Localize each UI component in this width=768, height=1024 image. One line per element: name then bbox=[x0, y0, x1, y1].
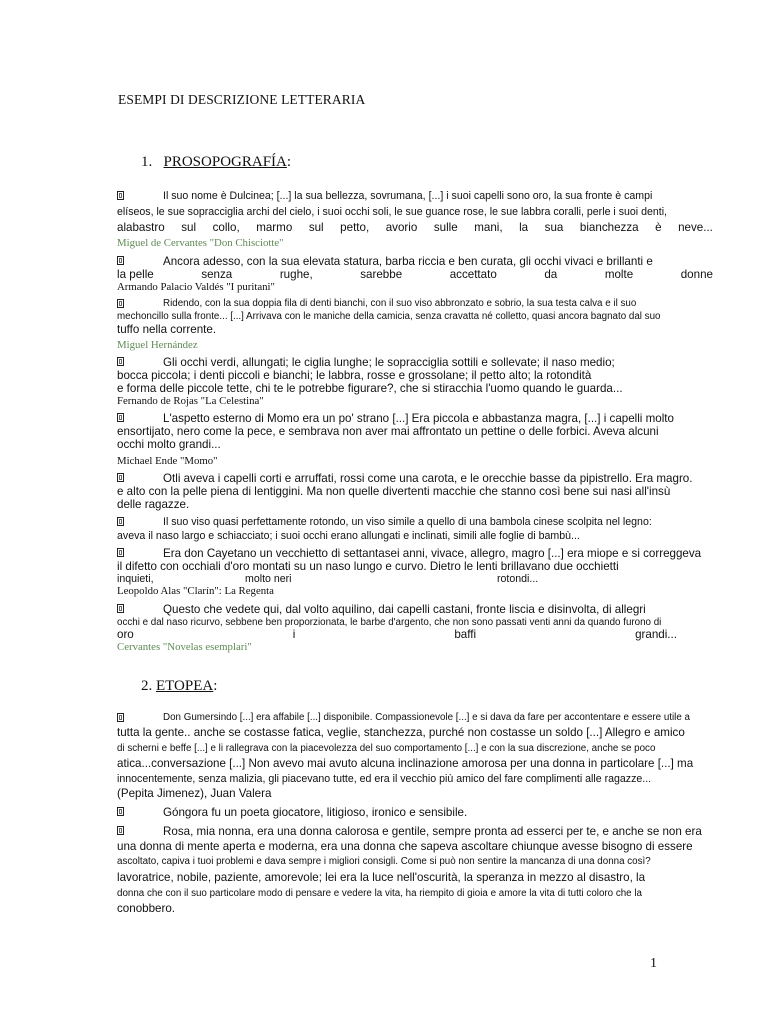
word: accettato bbox=[449, 268, 497, 281]
paragraph-line bbox=[117, 603, 713, 616]
citation: (Pepita Jimenez), Juan Valera bbox=[117, 787, 272, 800]
paragraph-line: atica...conversazione [...] Non avevo mai avuto alcuna inclinazione amorosa per una donna in particolare [...] ma bbox=[117, 757, 694, 770]
paragraph-line-justified bbox=[117, 268, 713, 281]
paragraph-line: tuffo nella corrente. bbox=[117, 323, 217, 336]
text: Góngora fu un poeta giocatore, litigioso, ironico e sensibile. bbox=[163, 806, 468, 819]
paragraph-line: donna che con il suo particolare modo di pensare e vedere la vita, ha riempito di gioia e amore la vita di tutti coloro che la bbox=[117, 888, 642, 899]
citation: Miguel Hernández bbox=[117, 339, 198, 351]
paragraph-line: innocentemente, senza malizia, gli piacevano tutte, ed era il vecchio più amico del fare complimenti alle ragazze... bbox=[117, 773, 652, 785]
square-bullet-icon bbox=[117, 299, 124, 308]
paragraph-line bbox=[117, 825, 713, 838]
paragraph-line bbox=[117, 190, 713, 202]
section-heading-prosopografia bbox=[141, 154, 291, 171]
paragraph-line bbox=[117, 806, 713, 819]
word: sulle bbox=[433, 221, 458, 234]
section-colon: : bbox=[286, 154, 292, 170]
text: Questo che vedete qui, dal volto aquilino, dai capelli castani, fronte liscia e disinvolta, di allegri bbox=[163, 603, 646, 616]
paragraph-line: bocca piccola; i denti piccoli e bianchi; le labbra, rosse e grossolane; il petto alto; la rotondità bbox=[117, 369, 592, 382]
citation: Armando Palacio Valdés "I puritani" bbox=[117, 281, 275, 293]
word: grandi... bbox=[635, 628, 677, 641]
text: Il suo viso quasi perfettamente rotondo, un viso simile a quello di una bambola cinese scolpita nel legno: bbox=[163, 516, 652, 528]
word: collo, bbox=[212, 221, 240, 234]
paragraph-line: mechoncillo sulla fronte... [...] Arrivava con le maniche della camicia, senza cravatta né colletto, quasi ancora bagnato dal suo bbox=[117, 311, 661, 322]
word: bianchezza bbox=[579, 221, 639, 234]
word: mani, bbox=[474, 221, 503, 234]
word: i bbox=[292, 628, 296, 641]
word: petto, bbox=[340, 221, 370, 234]
paragraph-line-spaced bbox=[117, 573, 713, 585]
paragraph-line: ascoltato, capiva i tuoi problemi e dava sempre i migliori consigli. Come si può non sentire la mancanza di una donna così? bbox=[117, 856, 651, 867]
text: Il suo nome è Dulcinea; [...] la sua bellezza, sovrumana, [...] i suoi capelli sono oro, la sua fronte è campi bbox=[163, 190, 653, 202]
word: da bbox=[544, 268, 558, 281]
paragraph-line: lavoratrice, nobile, paziente, amorevole; lei era la luce nell'oscurità, la speranza in mezzo al disastro, la bbox=[117, 871, 646, 884]
word: neve... bbox=[678, 221, 713, 234]
square-bullet-icon bbox=[117, 713, 124, 722]
square-bullet-icon bbox=[117, 807, 124, 816]
paragraph-line: occhi molto grandi... bbox=[117, 438, 221, 451]
paragraph-line-justified bbox=[117, 628, 677, 641]
paragraph-line: tutta la gente.. anche se costasse fatica, veglie, stanchezza, purché non costasse un soldo [...] Allegro e amico bbox=[117, 726, 685, 739]
text: Rosa, mia nonna, era una donna calorosa e gentile, sempre pronta ad esserci per te, e anche se non era bbox=[163, 825, 702, 838]
paragraph-line: il difetto con occhiali d'oro montati su un naso lungo e curvo. Dietro le lenti brillavano due occhietti bbox=[117, 560, 619, 573]
word: baffi bbox=[454, 628, 477, 641]
word: avorio bbox=[385, 221, 418, 234]
word: alabastro bbox=[117, 221, 165, 234]
text: Ancora adesso, con la sua elevata statura, barba riccia e ben curata, gli occhi vivaci e brillanti e bbox=[163, 255, 653, 268]
section-number: 1. bbox=[141, 154, 153, 170]
paragraph-line: di scherni e beffe [...] e li rallegrava con la piacevolezza del suo comportamento [...] e con la sua discrezione, anche se poco bbox=[117, 743, 656, 754]
word: sul bbox=[308, 221, 324, 234]
text: Era don Cayetano un vecchietto di settantasei anni, vivace, allegro, magro [...] era miope e si correggeva bbox=[163, 547, 702, 560]
paragraph-line bbox=[117, 298, 713, 309]
word: molte bbox=[604, 268, 634, 281]
word: la bbox=[519, 221, 529, 234]
section-number: 2. bbox=[141, 678, 153, 694]
citation: Michael Ende "Momo" bbox=[117, 455, 218, 467]
text: L'aspetto esterno di Momo era un po' strano [...] Era piccola e abbastanza magra, [...] i capelli molto bbox=[163, 412, 674, 425]
text: Gli occhi verdi, allungati; le ciglia lunghe; le sopracciglia sottili e sollevate; il naso medio; bbox=[163, 356, 615, 369]
document-title: ESEMPI DI DESCRIZIONE LETTERARIA bbox=[118, 92, 366, 107]
paragraph-line bbox=[117, 712, 713, 723]
square-bullet-icon bbox=[117, 413, 124, 422]
text: Otli aveva i capelli corti e arruffati, rossi come una carota, e le orecchie basse da pipistrello. Era magro. bbox=[163, 472, 693, 485]
paragraph-line: una donna di mente aperta e moderna, era una donna che sapeva ascoltare chiunque avesse bisogno di essere bbox=[117, 840, 693, 853]
paragraph-line bbox=[117, 516, 713, 528]
paragraph-line: e forma delle piccole tette, chi te le potrebbe figurare?, che si stiracchia l'uomo quando le guarda... bbox=[117, 382, 623, 395]
paragraph-line: aveva il naso largo e schiacciato; i suoi occhi erano allungati e inclinati, simili alle foglie di bambù... bbox=[117, 530, 580, 542]
word: senza bbox=[201, 268, 233, 281]
paragraph-line bbox=[117, 255, 713, 268]
word: la pelle bbox=[117, 268, 154, 281]
paragraph-line: e alto con la pelle piena di lentiggini. Ma non quelle divertenti macchie che stanno così bene sui nasi all'insù bbox=[117, 485, 671, 498]
paragraph-line bbox=[117, 412, 713, 425]
paragraph-line: conobbero. bbox=[117, 902, 176, 915]
word: è bbox=[655, 221, 662, 234]
word: molto neri bbox=[245, 573, 292, 585]
paragraph-line: elíseos, le sue sopracciglia archi del cielo, i suoi occhi soli, le sue guance rose, le sue labbra coralli, perle i suoi denti, bbox=[117, 206, 667, 218]
paragraph-line-justified bbox=[117, 221, 713, 234]
section-heading-etopea bbox=[141, 678, 217, 695]
word: sua bbox=[544, 221, 564, 234]
word: marmo bbox=[256, 221, 293, 234]
paragraph-line bbox=[117, 356, 713, 369]
citation: Cervantes "Novelas esemplari" bbox=[117, 641, 252, 653]
square-bullet-icon bbox=[117, 517, 124, 526]
text: Don Gumersindo [...] era affabile [...] disponibile. Compassionevole [...] e si dava da fare per accontentare e essere utile a bbox=[163, 712, 690, 723]
square-bullet-icon bbox=[117, 604, 124, 613]
square-bullet-icon bbox=[117, 191, 124, 200]
word: inquieti, bbox=[117, 573, 154, 585]
citation: Miguel de Cervantes "Don Chisciotte" bbox=[117, 237, 284, 249]
page-number: 1 bbox=[650, 956, 657, 971]
word: sul bbox=[181, 221, 197, 234]
paragraph-line: delle ragazze. bbox=[117, 498, 190, 511]
section-colon: : bbox=[213, 678, 218, 694]
text: Ridendo, con la sua doppia fila di denti bianchi, con il suo viso abbronzato e sobrio, la sua testa calva e il suo bbox=[163, 298, 637, 309]
paragraph-line: ensortijato, nero come la pece, e sembrava non aver mai affrontato un pettine o delle forbici. Aveva alcuni bbox=[117, 425, 659, 438]
word: oro bbox=[117, 628, 134, 641]
paragraph-line: occhi e dal naso ricurvo, sebbene ben proporzionata, le barbe d'argento, che non sono passati venti anni da quando furono di bbox=[117, 617, 662, 628]
word: rotondi... bbox=[497, 573, 539, 585]
word: rughe, bbox=[279, 268, 313, 281]
word: sarebbe bbox=[360, 268, 403, 281]
word: donne bbox=[680, 268, 713, 281]
citation: Fernando de Rojas "La Celestina" bbox=[117, 395, 264, 407]
square-bullet-icon bbox=[117, 473, 124, 482]
section-title: PROSOPOGRAFÍA bbox=[163, 154, 287, 170]
square-bullet-icon bbox=[117, 548, 124, 557]
square-bullet-icon bbox=[117, 357, 124, 366]
section-title: ETOPEA bbox=[156, 678, 214, 694]
square-bullet-icon bbox=[117, 256, 124, 265]
paragraph-line bbox=[117, 547, 713, 560]
citation: Leopoldo Alas "Clarín": La Regenta bbox=[117, 585, 274, 597]
paragraph-line bbox=[117, 472, 713, 485]
square-bullet-icon bbox=[117, 826, 124, 835]
